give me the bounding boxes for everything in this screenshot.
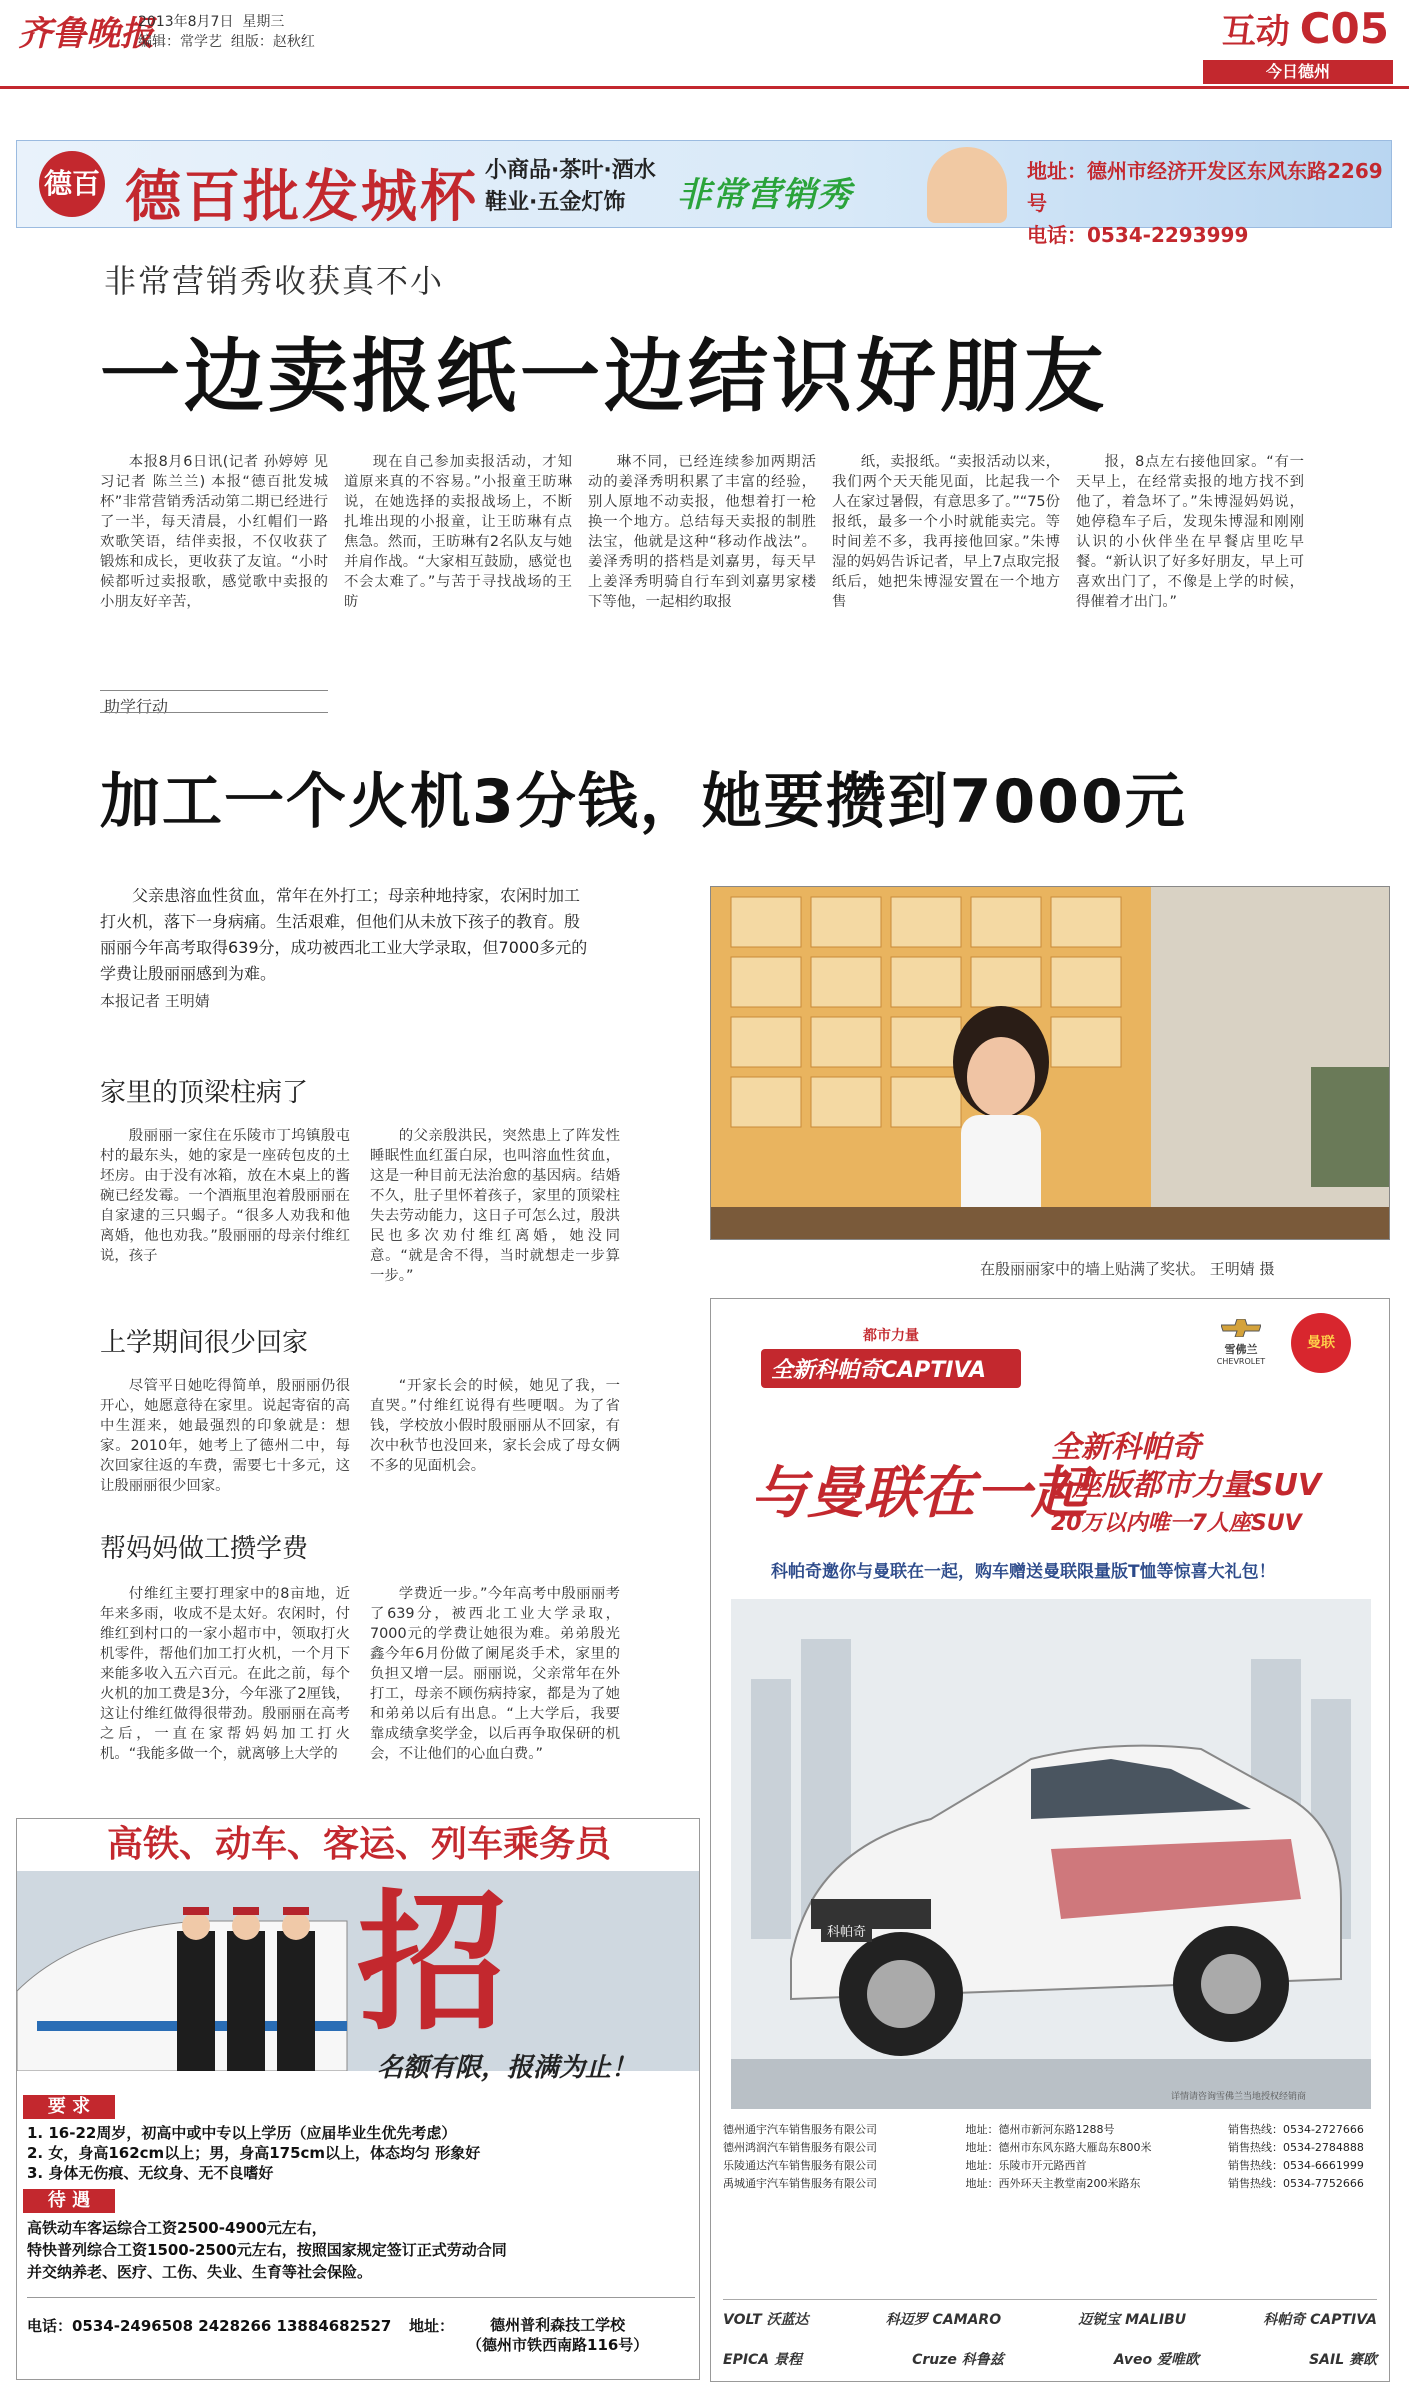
article1-col3: 琳不同，已经连续参加两期活动的姜泽秀明积累了丰富的经验，别人原地不动卖报，他想着打一枪换一个地方。总结每天卖报的制胜法宝，他就是这种“移动作战法”。姜泽秀明的搭档是刘嘉男，每天早上姜泽秀明骑自行车到刘嘉男家楼下等他，一起相约取报 [588,454,816,610]
store-contact [1027,155,1391,251]
section1-col2: 的父亲殷洪民，突然患上了阵发性睡眠性血红蛋白尿，也叫溶血性贫血，这是一种目前无法治愈的基因病。结婚不久，肚子里怀着孩子，家里的顶梁柱失去劳动能力，这日子可怎么过，殷洪民也多次劝付维红离婚，她没同意。“就是舍不得，当时就想走一步算一步。” [370,1128,620,1284]
car-ad [710,1298,1390,2382]
event-slogan: 非常营销秀 [677,175,852,215]
model-row-2 [723,2349,1377,2369]
req-3: 3. 身体无伤痕、无纹身、无不良嗜好 [27,2164,274,2182]
dealer-hotline: 销售热线：0534-2784888 [1227,2141,1364,2154]
goods-line-1: 小商品·茶叶·酒水 [485,158,656,183]
store-phone: 电话：0534-2293999 [1027,223,1249,247]
child-photo [927,147,1007,223]
recruit-address [467,2315,648,2355]
article1-headline: 一边卖报纸一边结识好朋友 [100,330,1108,423]
model-logo: 迈锐宝 MALIBU [1078,2312,1187,2328]
dealer-row [723,2175,1377,2193]
section2-col1: 尽管平日她吃得简单，殷丽丽仍很开心，她愿意待在家里。说起寄宿的高中生涯来，她最强烈的印象就是：想家。2010年，她考上了德州二中，每次回家往返的车费，需要七十多元，这让殷丽丽很少回家。 [100,1378,350,1494]
dealer-name: 禹城通宇汽车销售服务有限公司 [723,2177,877,2190]
dealer-row [723,2121,1377,2139]
req-2: 2. 女，身高162cm以上；男，身高175cm以上，体态均匀 形象好 [27,2144,481,2162]
dealer-hotline: 销售热线：0534-7752666 [1227,2177,1364,2190]
model-divider [723,2299,1377,2300]
req-label: 要 求 [23,2095,115,2119]
model-logo: Cruze 科鲁兹 [912,2352,1004,2368]
dealer-hotline: 销售热线：0534-2727666 [1227,2123,1364,2136]
article2-lead: 父亲患溶血性贫血，常年在外打工；母亲种地持家，农闲时加工打火机，落下一身病痛。生活艰难，但他们从未放下孩子的教育。殷丽丽今年高考取得639分，成功被西北工业大学录取，但7000多元的学费让殷丽丽感到为难。 [100,886,588,983]
chevrolet-logo [1211,1319,1271,1369]
layout-editor: 组版：赵秋红 [230,34,315,50]
store-address: 地址：德州市经济开发区东风东路2269号 [1027,159,1383,215]
recruit-divider [27,2297,695,2298]
pay-label: 待 遇 [23,2189,115,2213]
top-banner-ad [16,140,1392,247]
dealer-name: 德州通宇汽车销售服务有限公司 [723,2123,877,2136]
issue-meta [138,12,315,52]
pay-3: 并交纳养老、医疗、工伤、失业、生育等社会保险。 [27,2263,373,2281]
article1-col5: 报，8点左右接他回家。“有一天早上，在经常卖报的地方找不到他了，着急坏了。”朱博湿妈妈说，她停稳车子后，发现朱博湿和刚刚认识的小伙伴坐在早餐店里吃早餐。“新认识了好多好朋友，早上可喜欢出门了，不像是上学的时候，得催着才出门。” [1076,454,1304,610]
req-1: 1. 16-22周岁，初高中或中专以上学历（应届毕业生优先考虑） [27,2124,457,2142]
dealer-row [723,2139,1377,2157]
page-code: C05 [1299,4,1389,53]
car-ad-sub1: 全新科帕奇 [1051,1430,1201,1465]
article1-kicker: 非常营销秀收获真不小 [104,262,445,300]
car-ad-sub2: 7座版都市力量SUV [1051,1468,1322,1503]
store-logo-mark: 德百 [39,151,105,217]
recruit-title: 高铁、动车、客运、列车乘务员 [17,1819,700,1871]
issue-weekday: 星期三 [242,14,285,30]
header-rule [0,86,1409,89]
brand-cn: 雪佛兰 [1224,1343,1258,1356]
recruit-addr-2: （德州市铁西南路116号） [467,2336,649,2354]
model-row-1 [723,2309,1377,2329]
recruit-addr-label: 地址： [409,2317,455,2335]
dealer-name: 乐陵通达汽车销售服务有限公司 [723,2159,877,2172]
model-logo: EPICA 景程 [723,2352,803,2368]
subsection-bar: 今日德州 [1203,60,1393,84]
store-name: 德百批发城杯 [125,164,479,230]
goods-line-2: 鞋业·五金灯饰 [485,190,626,215]
recruit-phone: 电话：0534-2496508 2428266 13884682527 [27,2317,392,2335]
goods-list [485,155,656,219]
car-ad-invite: 科帕奇邀你与曼联在一起，购车赠送曼联限量版T恤等惊喜大礼包！ [771,1562,1276,1582]
section-header [1222,4,1389,53]
car-ad-model-banner [761,1325,1021,1385]
model-logo: VOLT 沃蓝达 [723,2312,809,2328]
model-logo: 科帕奇 CAPTIVA [1263,2312,1377,2328]
car-plate: 科帕奇 [821,1919,872,1942]
car-ad-subheads [1051,1429,1321,1543]
pay-list [27,2217,695,2283]
dealer-address: 地址：德州市东风东路大雁岛东800米 [965,2141,1152,2154]
newspaper-logo: 齐鲁晚报 [18,14,154,54]
photo-illustration [711,887,1390,1240]
section1-col1: 殷丽丽一家住在乐陵市丁坞镇殷屯村的最东头，她的家是一座砖包皮的土坯房。由于没有冰箱，放在木桌上的酱碗已经发霉。一个酒瓶里泡着殷丽丽在自家逮的三只蝎子。“很多人劝我和他离婚，他也劝我。”殷丽丽的母亲付维红说，孩子 [100,1128,350,1264]
recruit-ad [16,1818,700,2380]
car-illustration [731,1599,1371,2109]
article1-col1: 本报8月6日讯(记者 孙婷婷 见习记者 陈兰兰) 本报“德百批发城杯”非常营销秀活动第二期已经进行了一半，每天清晨，小红帽们一路欢歌笑语，结伴卖报，不仅收获了锻炼和成长，更收获了友谊。“小时候都听过卖报歌，感觉歌中卖报的小朋友好辛苦， [100,454,328,610]
article1-col2: 现在自己参加卖报活动，才知道原来真的不容易。”小报童王昉琳说，在她选择的卖报战场上，不断扎堆出现的小报童，让王昉琳有点焦急。然而，王昉琳有2名队友与她并肩作战。“大家相互鼓励，感觉也不会太难了。”与苦于寻找战场的王昉 [344,454,572,610]
section2-col2: “开家长会的时候，她见了我，一直哭。”付维红说得有些哽咽。为了省钱，学校放小假时殷丽丽从不回家，有次中秋节也没回来，家长会成了母女俩不多的见面机会。 [370,1378,620,1474]
car-ad-note: 详情请咨询雪佛兰当地授权经销商 [1171,2092,1307,2102]
pay-1: 高铁动车客运综合工资2500-4900元左右， [27,2219,327,2237]
recruit-big-char: 招 [357,1877,508,2051]
dealer-table [723,2121,1377,2193]
dealer-address: 地址：德州市新河东路1288号 [965,2123,1115,2136]
car-ad-headline: 与曼联在一起 [751,1461,1087,1526]
car-ad-tagline: 都市力量 [863,1328,919,1344]
pay-2: 特快普列综合工资1500-2500元左右，按照国家规定签订正式劳动合同 [27,2241,507,2259]
article2-byline: 本报记者 王明婧 [100,992,210,1010]
dealer-row [723,2157,1377,2175]
man-utd-crest: 曼联 [1291,1313,1351,1373]
article2-headline: 加工一个火机3分钱，她要攒到7000元 [100,767,1187,837]
dealer-address: 地址：西外环天主教堂南200米路东 [965,2177,1141,2190]
bowtie-icon [1221,1319,1261,1337]
dealer-address: 地址：乐陵市开元路西首 [965,2159,1087,2172]
tag-rule-top [100,690,328,691]
car-ad-sub3: 20万以内唯一7人座SUV [1051,1511,1302,1536]
req-list [27,2123,695,2183]
subhead-3: 帮妈妈做工攒学费 [100,1534,309,1564]
dealer-hotline: 销售热线：0534-6661999 [1227,2159,1364,2172]
article2-tag: 助学行动 [104,697,169,716]
tag-rule-bottom [100,712,328,713]
section3-col2: 学费近一步。”今年高考中殷丽丽考了639分，被西北工业大学录取，7000元的学费让她很为难。弟弟殷光鑫今年6月份做了阑尾炎手术，家里的负担又增一层。丽丽说，父亲常年在外打工，母亲不顾伤病持家，都是为了她和弟弟以后有出息。“上大学后，我要靠成绩拿奖学金，以后再争取保研的机会，不让他们的心血白费。” [370,1586,620,1762]
model-logo: 科迈罗 CAMARO [885,2312,1002,2328]
recruit-addr-1: 德州普利森技工学校 [490,2316,626,2334]
model-logo: Aveo 爱唯欧 [1113,2352,1200,2368]
brand-en: CHEVROLET [1216,1357,1266,1366]
article1-col4: 纸，卖报纸。“卖报活动以来，我们两个天天能见面，比起我一个人在家过暑假，有意思多了。”“75份报纸，最多一个小时就能卖完。等时间差不多，我再接他回家。”朱博湿的妈妈告诉记者，早上7点取完报纸后，她把朱博湿安置在一个地方售 [832,454,1060,610]
subhead-1: 家里的顶梁柱病了 [100,1078,309,1108]
issue-date: 2013年8月7日 [138,14,234,30]
recruit-slogan: 名额有限，报满为止！ [377,2053,638,2083]
section3-col1: 付维红主要打理家中的8亩地，近年来多雨，收成不是太好。农闲时，付维红到村口的一家小超市中，领取打火机零件，帮他们加工打火机，一个月下来能多收入五六百元。在此之前，每个火机的加工费是3分，今年涨了2厘钱，这让付维红做得很带劲。殷丽丽在高考之后，一直在家帮妈妈加工打火机。“我能多做一个，就离够上大学的 [100,1586,350,1762]
editor: 编辑：常学艺 [138,34,222,50]
subhead-2: 上学期间很少回家 [100,1328,309,1358]
photo-caption: 在殷丽丽家中的墙上贴满了奖状。 王明婧 摄 [980,1260,1275,1278]
car-ad-model: 全新科帕奇CAPTIVA [761,1349,1021,1388]
section-name: 互动 [1221,12,1290,52]
article-photo [710,886,1390,1240]
dealer-name: 德州鸿润汽车销售服务有限公司 [723,2141,877,2154]
model-logo: SAIL 赛欧 [1309,2352,1377,2368]
